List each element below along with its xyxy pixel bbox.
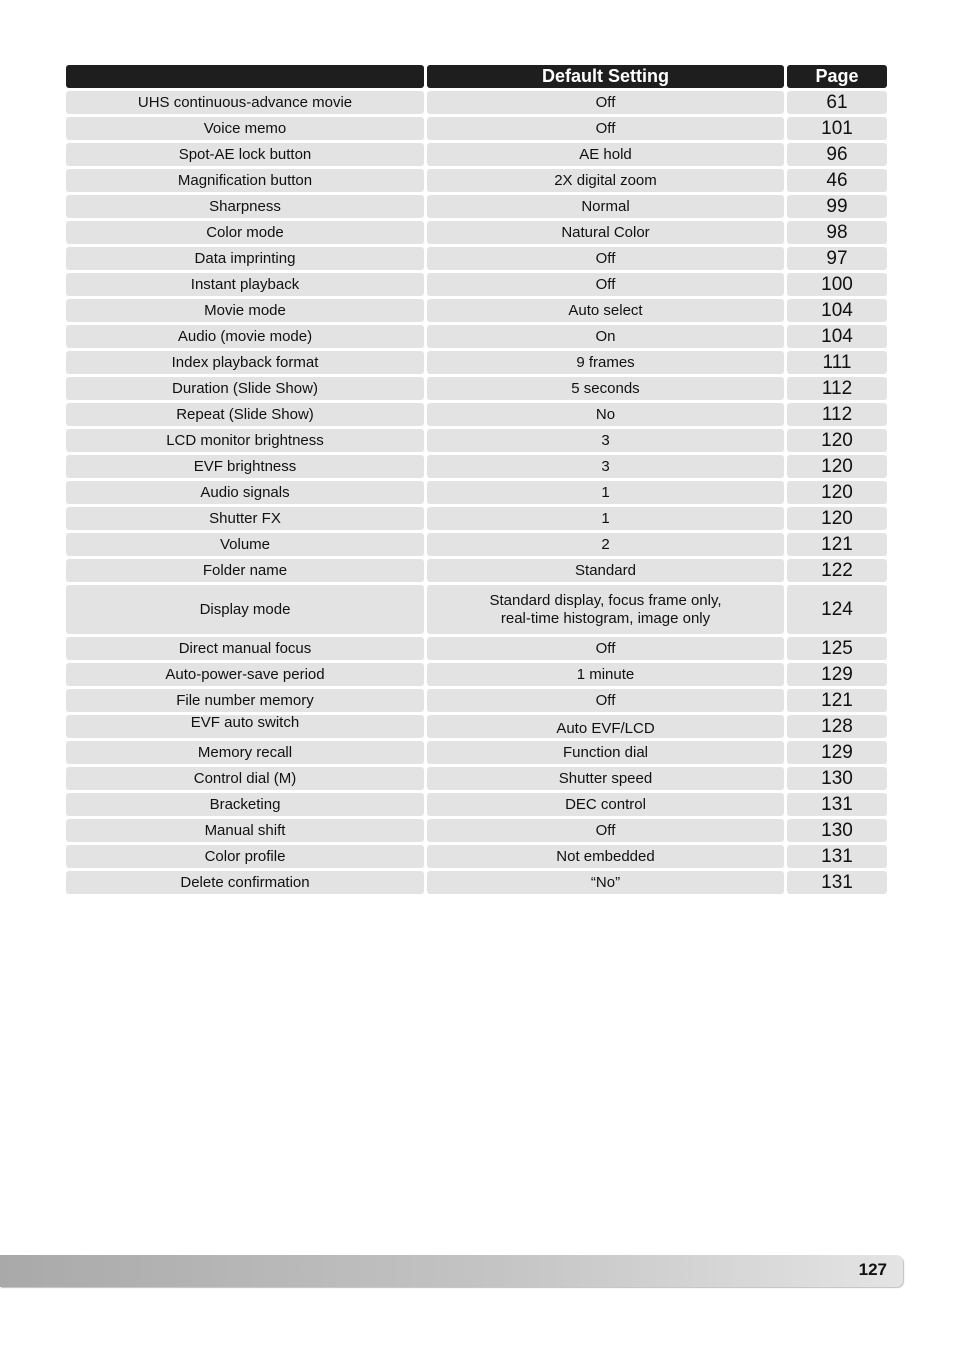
default-value: 3 — [427, 455, 784, 478]
setting-name: Control dial (M) — [66, 767, 424, 790]
default-value: 1 — [427, 507, 784, 530]
default-value: Off — [427, 819, 784, 842]
setting-name: Delete confirmation — [66, 871, 424, 894]
setting-name: Display mode — [66, 585, 424, 634]
page-ref: 129 — [787, 663, 887, 686]
setting-name: Folder name — [66, 559, 424, 582]
page-ref: 100 — [787, 273, 887, 296]
default-value: Not embedded — [427, 845, 784, 868]
default-value-line-1: Standard display, focus frame only, — [489, 591, 722, 609]
table-row — [66, 663, 890, 686]
table-row — [66, 559, 890, 582]
page-ref: 130 — [787, 767, 887, 790]
setting-name: Voice memo — [66, 117, 424, 140]
page-ref: 111 — [787, 351, 887, 374]
default-value: 1 minute — [427, 663, 784, 686]
default-value: “No” — [427, 871, 784, 894]
table-row — [66, 351, 890, 374]
page-ref: 129 — [787, 741, 887, 764]
page-ref: 120 — [787, 507, 887, 530]
default-value-line-2: real-time histogram, image only — [500, 609, 711, 627]
table-row — [66, 533, 890, 556]
table-row — [66, 273, 890, 296]
page-ref: 97 — [787, 247, 887, 270]
default-value: Off — [427, 273, 784, 296]
table-row — [66, 845, 890, 868]
page-ref: 96 — [787, 143, 887, 166]
page-ref: 131 — [787, 871, 887, 894]
setting-name: Magnification button — [66, 169, 424, 192]
default-value: 5 seconds — [427, 377, 784, 400]
setting-name: LCD monitor brightness — [66, 429, 424, 452]
setting-name: Bracketing — [66, 793, 424, 816]
table-row — [66, 689, 890, 712]
default-value: No — [427, 403, 784, 426]
table-row — [66, 767, 890, 790]
table-row — [66, 715, 890, 738]
table-row — [66, 377, 890, 400]
header-page: Page — [787, 65, 887, 88]
page-ref: 121 — [787, 689, 887, 712]
setting-name: Auto-power-save period — [66, 663, 424, 686]
header-setting — [66, 65, 424, 88]
page-ref: 120 — [787, 481, 887, 504]
default-value: 9 frames — [427, 351, 784, 374]
setting-name: Volume — [66, 533, 424, 556]
setting-name: Manual shift — [66, 819, 424, 842]
page-ref: 112 — [787, 403, 887, 426]
default-value: Standard — [427, 559, 784, 582]
table-row — [66, 819, 890, 842]
table-row — [66, 169, 890, 192]
setting-name: Data imprinting — [66, 247, 424, 270]
table-row — [66, 871, 890, 894]
setting-name: Color mode — [66, 221, 424, 244]
header-default-setting: Default Setting — [427, 65, 784, 88]
default-value: Off — [427, 247, 784, 270]
setting-name: Color profile — [66, 845, 424, 868]
default-value: 2X digital zoom — [427, 169, 784, 192]
setting-name: Sharpness — [66, 195, 424, 218]
table-row — [66, 299, 890, 322]
setting-name: File number memory — [66, 689, 424, 712]
page-number: 127 — [858, 1260, 887, 1279]
default-value: On — [427, 325, 784, 348]
table-header-row — [66, 65, 890, 88]
default-value: Normal — [427, 195, 784, 218]
default-value: 3 — [427, 429, 784, 452]
default-value: Off — [427, 117, 784, 140]
table-row — [66, 741, 890, 764]
settings-table — [66, 65, 890, 897]
page-ref: 128 — [787, 715, 887, 738]
table-row — [66, 403, 890, 426]
page-ref: 130 — [787, 819, 887, 842]
table-row — [66, 637, 890, 660]
page-ref: 104 — [787, 299, 887, 322]
table-row — [66, 429, 890, 452]
setting-name: Direct manual focus — [66, 637, 424, 660]
default-value: Function dial — [427, 741, 784, 764]
page-ref: 120 — [787, 429, 887, 452]
setting-name: Shutter FX — [66, 507, 424, 530]
setting-name: Duration (Slide Show) — [66, 377, 424, 400]
setting-name: EVF auto switch — [66, 715, 424, 738]
table-row — [66, 793, 890, 816]
default-value: Auto select — [427, 299, 784, 322]
default-value: AE hold — [427, 143, 784, 166]
table-row — [66, 455, 890, 478]
page-ref: 98 — [787, 221, 887, 244]
page-ref: 61 — [787, 91, 887, 114]
default-value: Natural Color — [427, 221, 784, 244]
table-row — [66, 585, 890, 634]
table-row — [66, 247, 890, 270]
default-value: 1 — [427, 481, 784, 504]
setting-name: Movie mode — [66, 299, 424, 322]
table-row — [66, 91, 890, 114]
page-ref: 112 — [787, 377, 887, 400]
setting-name: UHS continuous-advance movie — [66, 91, 424, 114]
default-value: Off — [427, 637, 784, 660]
page-ref: 131 — [787, 793, 887, 816]
setting-name: Audio (movie mode) — [66, 325, 424, 348]
table-row — [66, 481, 890, 504]
table-row — [66, 325, 890, 348]
table-row — [66, 195, 890, 218]
page-ref: 125 — [787, 637, 887, 660]
setting-name: Spot-AE lock button — [66, 143, 424, 166]
default-value: Off — [427, 91, 784, 114]
setting-name: EVF brightness — [66, 455, 424, 478]
page-ref: 46 — [787, 169, 887, 192]
table-row — [66, 221, 890, 244]
page-ref: 124 — [787, 585, 887, 634]
default-value: Off — [427, 689, 784, 712]
footer-bar — [0, 1255, 903, 1287]
page-ref: 122 — [787, 559, 887, 582]
table-row — [66, 507, 890, 530]
page-ref: 120 — [787, 455, 887, 478]
default-value — [427, 585, 784, 634]
default-value: Auto EVF/LCD — [427, 715, 784, 738]
setting-name: Memory recall — [66, 741, 424, 764]
default-value: Shutter speed — [427, 767, 784, 790]
setting-name: Index playback format — [66, 351, 424, 374]
default-value: 2 — [427, 533, 784, 556]
default-value: DEC control — [427, 793, 784, 816]
page-ref: 131 — [787, 845, 887, 868]
page-ref: 99 — [787, 195, 887, 218]
table-row — [66, 117, 890, 140]
page-ref: 104 — [787, 325, 887, 348]
page-ref: 121 — [787, 533, 887, 556]
page-ref: 101 — [787, 117, 887, 140]
setting-name: Instant playback — [66, 273, 424, 296]
setting-name: Audio signals — [66, 481, 424, 504]
setting-name: Repeat (Slide Show) — [66, 403, 424, 426]
table-row — [66, 143, 890, 166]
